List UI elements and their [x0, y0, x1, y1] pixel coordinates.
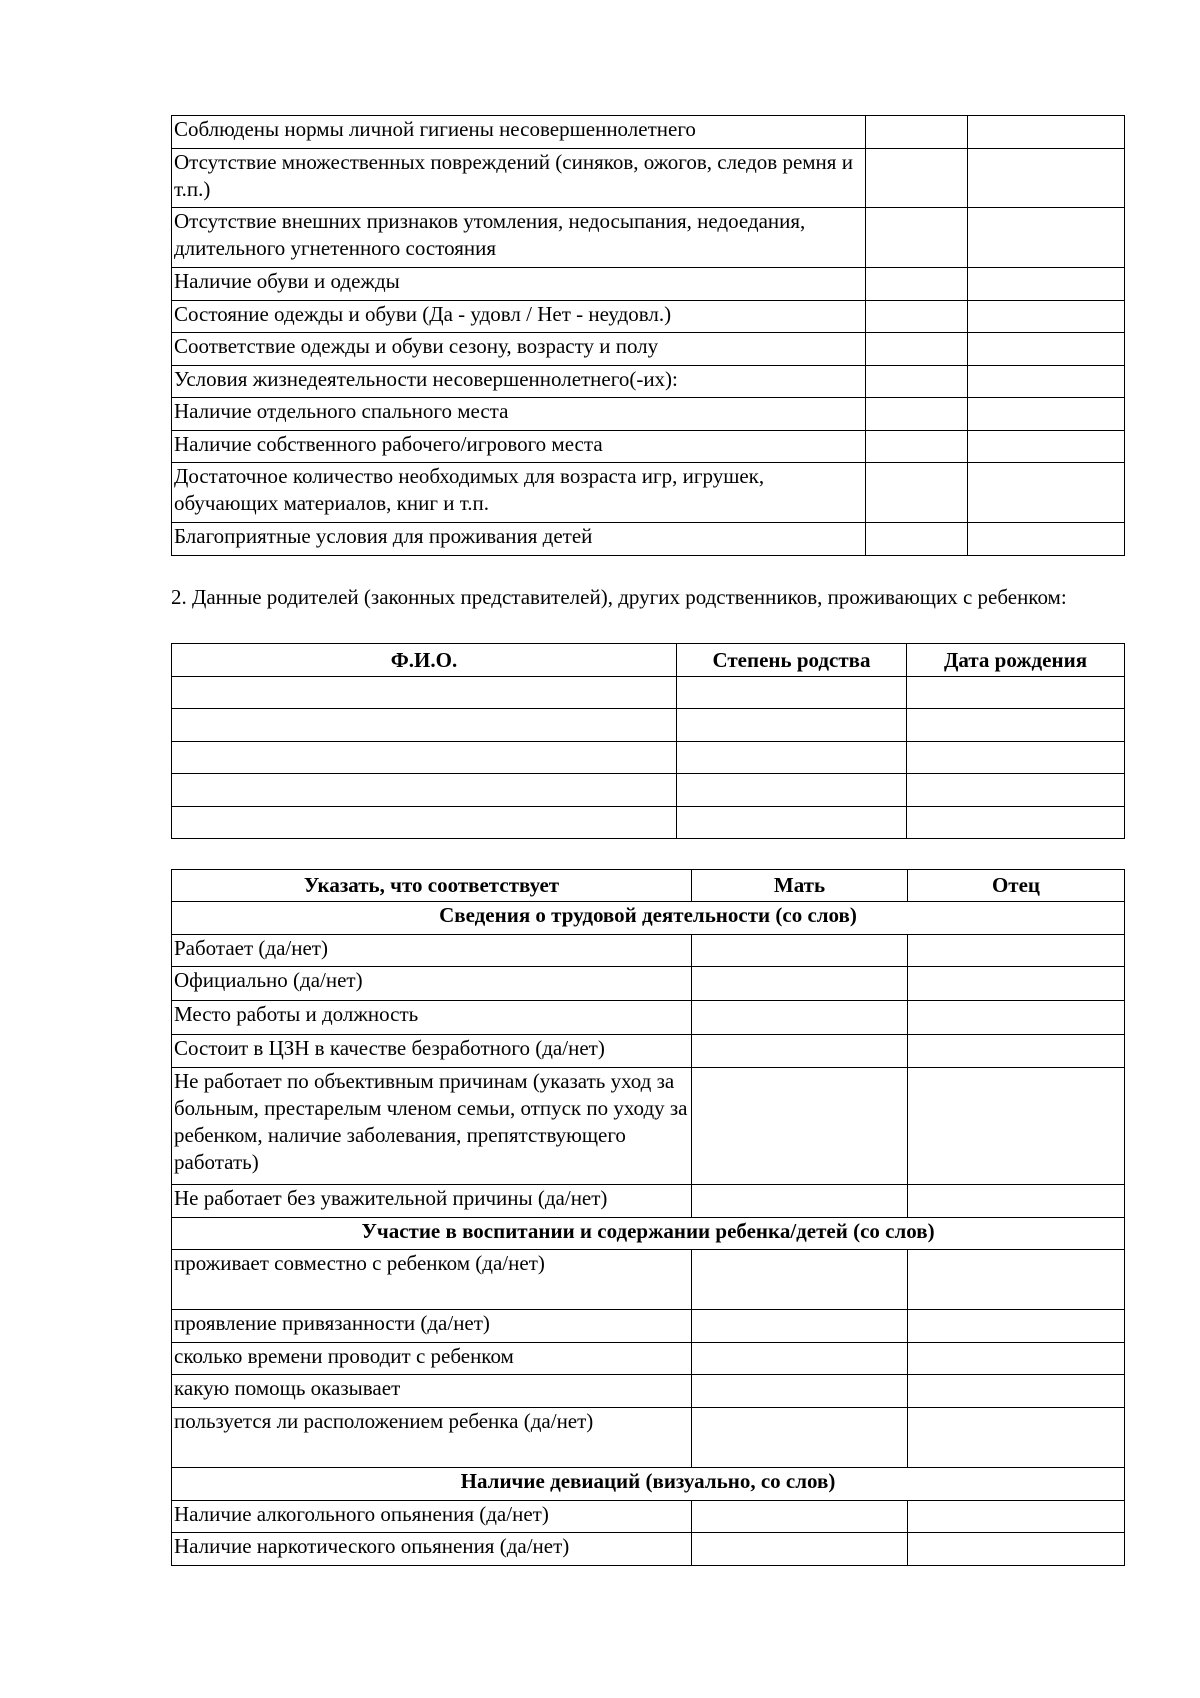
father-cell	[908, 967, 1125, 1001]
mother-cell	[692, 1375, 908, 1408]
answer-cell	[968, 523, 1125, 556]
criterion-label: пользуется ли расположением ребенка (да/нет)	[172, 1408, 692, 1468]
criterion-label: Не работает без уважительной причины (да/нет)	[172, 1185, 692, 1218]
answer-cell	[968, 366, 1125, 398]
table-row	[172, 709, 1125, 742]
criterion-label: Наличие отдельного спального места	[172, 398, 866, 431]
entry-cell	[677, 709, 907, 742]
criterion-label: Соблюдены нормы личной гигиены несовершеннолетнего	[172, 116, 866, 149]
mother-cell	[692, 1035, 908, 1068]
criterion-label: Благоприятные условия для проживания детей	[172, 523, 866, 556]
criterion-label: Наличие обуви и одежды	[172, 268, 866, 301]
criterion-label: Условия жизнедеятельности несовершеннолетнего(-их):	[172, 366, 866, 398]
entry-cell	[907, 677, 1125, 709]
answer-cell	[866, 523, 968, 556]
table-row	[172, 149, 1125, 208]
criterion-label: Наличие наркотического опьянения (да/нет)	[172, 1533, 692, 1566]
answer-cell	[968, 431, 1125, 463]
mother-cell	[692, 1310, 908, 1343]
father-cell	[908, 1343, 1125, 1375]
entry-cell	[907, 742, 1125, 774]
criterion-label: Не работает по объективным причинам (указать уход за больным, престарелым членом семьи, отпуск по уходу за ребенком, наличие заболевания, препятствующего работать)	[172, 1068, 692, 1185]
column-header-criterion: Указать, что соответствует	[172, 870, 692, 902]
table-row	[172, 1035, 1125, 1068]
father-cell	[908, 1035, 1125, 1068]
answer-cell	[968, 208, 1125, 268]
section-row	[172, 1218, 1125, 1250]
table-row	[172, 935, 1125, 967]
entry-cell	[677, 742, 907, 774]
mother-cell	[692, 935, 908, 967]
criterion-label: какую помощь оказывает	[172, 1375, 692, 1408]
section-row	[172, 902, 1125, 935]
father-cell	[908, 1068, 1125, 1185]
mother-cell	[692, 1533, 908, 1566]
table-row	[172, 1533, 1125, 1566]
answer-cell	[866, 116, 968, 149]
criterion-label: Достаточное количество необходимых для возраста игр, игрушек, обучающих материалов, книг и т.п.	[172, 463, 866, 523]
answer-cell	[968, 333, 1125, 366]
entry-cell	[907, 807, 1125, 839]
entry-cell	[172, 677, 677, 709]
column-header-mother: Мать	[692, 870, 908, 902]
answer-cell	[968, 268, 1125, 301]
father-cell	[908, 1310, 1125, 1343]
table-row	[172, 677, 1125, 709]
entry-cell	[172, 774, 677, 807]
answer-cell	[968, 463, 1125, 523]
table-row	[172, 431, 1125, 463]
entry-cell	[907, 709, 1125, 742]
table-row	[172, 742, 1125, 774]
table-row	[172, 366, 1125, 398]
section-heading-work: Сведения о трудовой деятельности (со слов)	[172, 902, 1125, 935]
criterion-label: Место работы и должность	[172, 1001, 692, 1035]
answer-cell	[866, 398, 968, 431]
table-row	[172, 1343, 1125, 1375]
answer-cell	[866, 208, 968, 268]
section-heading-deviations: Наличие девиаций (визуально, со слов)	[172, 1468, 1125, 1501]
answer-cell	[866, 268, 968, 301]
mother-cell	[692, 1343, 908, 1375]
answer-cell	[968, 301, 1125, 333]
relatives-table	[171, 643, 1125, 839]
criterion-label: Наличие собственного рабочего/игрового места	[172, 431, 866, 463]
mother-cell	[692, 1408, 908, 1468]
table-row	[172, 208, 1125, 268]
column-header-fio: Ф.И.О.	[172, 644, 677, 677]
table-row	[172, 268, 1125, 301]
father-cell	[908, 1001, 1125, 1035]
table-row	[172, 1185, 1125, 1218]
mother-cell	[692, 1001, 908, 1035]
column-header-birthdate: Дата рождения	[907, 644, 1125, 677]
child-condition-table	[171, 115, 1125, 556]
section-2-intro: 2. Данные родителей (законных представителей), других родственников, проживающих с ребенком:	[171, 585, 1067, 609]
table-row	[172, 774, 1125, 807]
table-row	[172, 463, 1125, 523]
father-cell	[908, 1250, 1125, 1310]
parents-info-table	[171, 869, 1125, 1566]
table-row	[172, 807, 1125, 839]
entry-cell	[677, 774, 907, 807]
answer-cell	[866, 149, 968, 208]
mother-cell	[692, 1501, 908, 1533]
criterion-label: Состоит в ЦЗН в качестве безработного (да/нет)	[172, 1035, 692, 1068]
father-cell	[908, 1501, 1125, 1533]
entry-cell	[677, 677, 907, 709]
table-row	[172, 1408, 1125, 1468]
answer-cell	[866, 301, 968, 333]
criterion-label: Состояние одежды и обуви (Да - удовл / Нет - неудовл.)	[172, 301, 866, 333]
criterion-label: Отсутствие множественных повреждений (синяков, ожогов, следов ремня и т.п.)	[172, 149, 866, 208]
column-header-relation: Степень родства	[677, 644, 907, 677]
criterion-label: проявление привязанности (да/нет)	[172, 1310, 692, 1343]
table-row	[172, 301, 1125, 333]
answer-cell	[866, 366, 968, 398]
criterion-label: проживает совместно с ребенком (да/нет)	[172, 1250, 692, 1310]
table-row	[172, 1068, 1125, 1185]
column-header-father: Отец	[908, 870, 1125, 902]
entry-cell	[677, 807, 907, 839]
entry-cell	[172, 742, 677, 774]
father-cell	[908, 1408, 1125, 1468]
answer-cell	[866, 333, 968, 366]
section-row	[172, 1468, 1125, 1501]
table-header-row	[172, 870, 1125, 902]
criterion-label: Наличие алкогольного опьянения (да/нет)	[172, 1501, 692, 1533]
entry-cell	[172, 709, 677, 742]
table-row	[172, 1001, 1125, 1035]
answer-cell	[866, 431, 968, 463]
father-cell	[908, 935, 1125, 967]
entry-cell	[172, 807, 677, 839]
father-cell	[908, 1533, 1125, 1566]
answer-cell	[866, 463, 968, 523]
table-row	[172, 523, 1125, 556]
answer-cell	[968, 116, 1125, 149]
mother-cell	[692, 1068, 908, 1185]
criterion-label: Отсутствие внешних признаков утомления, недосыпания, недоедания, длительного угнетенного состояния	[172, 208, 866, 268]
table-row	[172, 967, 1125, 1001]
father-cell	[908, 1185, 1125, 1218]
mother-cell	[692, 967, 908, 1001]
table-row	[172, 116, 1125, 149]
criterion-label: Соответствие одежды и обуви сезону, возрасту и полу	[172, 333, 866, 366]
criterion-label: сколько времени проводит с ребенком	[172, 1343, 692, 1375]
mother-cell	[692, 1250, 908, 1310]
mother-cell	[692, 1185, 908, 1218]
table-row	[172, 1250, 1125, 1310]
answer-cell	[968, 149, 1125, 208]
criterion-label: Официально (да/нет)	[172, 967, 692, 1001]
table-header-row	[172, 644, 1125, 677]
table-row	[172, 333, 1125, 366]
criterion-label: Работает (да/нет)	[172, 935, 692, 967]
table-row	[172, 1310, 1125, 1343]
answer-cell	[968, 398, 1125, 431]
table-row	[172, 1375, 1125, 1408]
section-heading-upbringing: Участие в воспитании и содержании ребенка/детей (со слов)	[172, 1218, 1125, 1250]
table-row	[172, 1501, 1125, 1533]
table-row	[172, 398, 1125, 431]
father-cell	[908, 1375, 1125, 1408]
entry-cell	[907, 774, 1125, 807]
